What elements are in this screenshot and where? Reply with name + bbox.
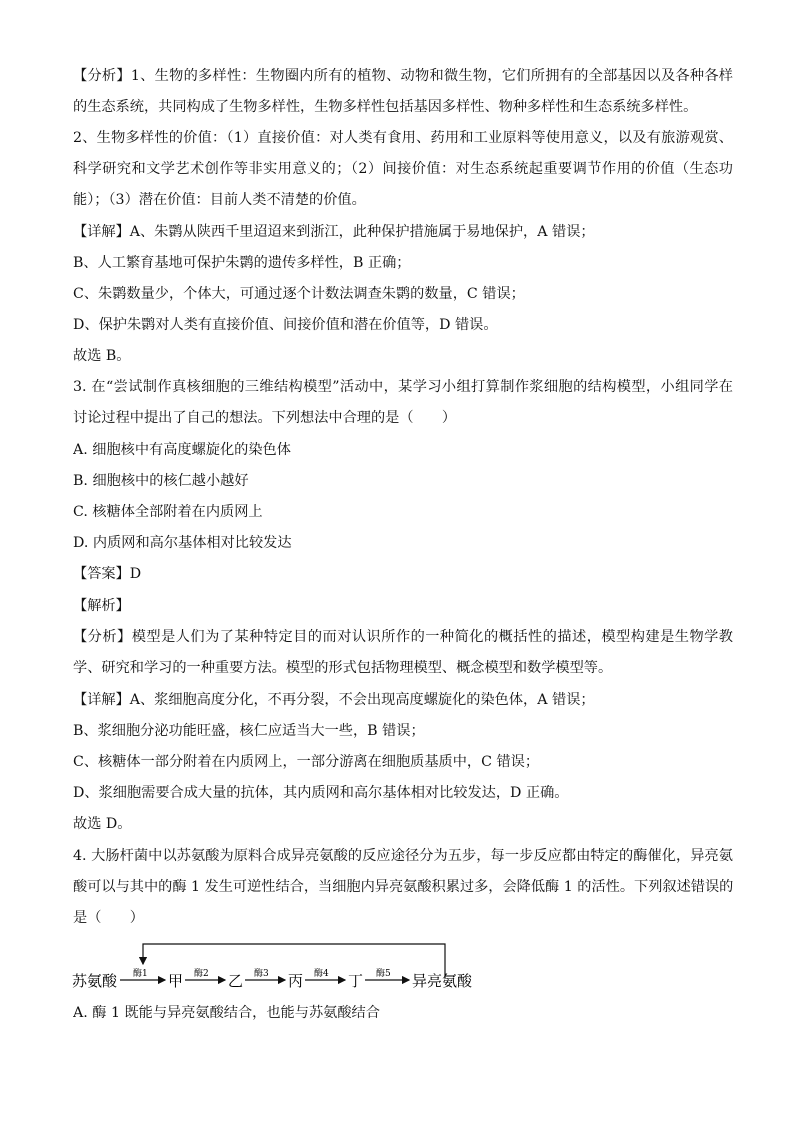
pathway-node: 丁 [348, 972, 364, 990]
pathway-svg [72, 938, 492, 998]
pathway-diagram [72, 938, 492, 998]
enzyme-label: 酶3 [254, 969, 269, 979]
text-line: D. 内质网和高尔基体相对比较发达 [73, 535, 292, 551]
text-line: 故选 B。 [73, 348, 131, 364]
text-line: C、朱鹮数量少，个体大，可通过逐个计数法调查朱鹮的数量，C 错误； [73, 286, 525, 302]
text-line: 故选 D。 [73, 816, 132, 832]
text-line: 【解析】 [73, 598, 130, 614]
text-line: 4. 大肠杆菌中以苏氨酸为原料合成异亮氨酸的反应途径分为五步，每一步反应都由特定的酶催化，异亮氨 [73, 848, 733, 864]
text-line: 3. 在“尝试制作真核细胞的三维结构模型”活动中，某学习小组打算制作浆细胞的结构模型，小组同学在 [73, 379, 733, 395]
text-line: B. 细胞核中的核仁越小越好 [73, 473, 249, 489]
pathway-node: 异亮氨酸 [412, 972, 473, 990]
enzyme-label: 酶4 [314, 969, 329, 979]
text-line: 能）；（3）潜在价值：目前人类不清楚的价值。 [73, 192, 366, 208]
text-line: C、核糖体一部分附着在内质网上，一部分游离在细胞质基质中，C 错误； [73, 754, 540, 770]
enzyme-label: 酶2 [194, 969, 209, 979]
text-line: B、浆细胞分泌功能旺盛，核仁应适当大一些，B 错误； [73, 723, 425, 739]
enzyme-label: 酶1 [133, 969, 148, 979]
pathway-node: 苏氨酸 [72, 972, 118, 990]
text-line: 酸可以与其中的酶 1 发生可逆性结合，当细胞内异亮氨酸积累过多，会降低酶 1 的活性。下列叙述错误的 [73, 879, 733, 895]
text-line: D、浆细胞需要合成大量的抗体，其内质网和高尔基体相对比较发达，D 正确。 [73, 785, 569, 801]
text-line: B、人工繁育基地可保护朱鹮的遗传多样性，B 正确； [73, 255, 411, 271]
text-line: A. 细胞核中有高度螺旋化的染色体 [73, 442, 291, 458]
text-line: 的生态系统，共同构成了生物多样性，生物多样性包括基因多样性、物种多样性和生态系统多样性。 [73, 99, 698, 115]
text-line: 科学研究和文学艺术创作等非实用意义的；（2）间接价值：对生态系统起重要调节作用的价值（生态功 [73, 161, 733, 177]
text-line: 讨论过程中提出了自己的想法。下列想法中合理的是（ ） [73, 410, 457, 426]
text-line: 学、研究和学习的一种重要方法。模型的形式包括物理模型、概念模型和数学模型等。 [73, 660, 613, 676]
text-line: 2、生物多样性的价值：（1）直接价值：对人类有食用、药用和工业原料等使用意义，以及有旅游观赏、 [73, 130, 733, 146]
pathway-node: 丙 [288, 972, 304, 990]
text-line: 【详解】A、朱鹮从陕西千里迢迢来到浙江，此种保护措施属于易地保护，A 错误； [73, 224, 595, 240]
text-line: D、保护朱鹮对人类有直接价值、间接价值和潜在价值等，D 错误。 [73, 317, 498, 333]
enzyme-label: 酶5 [376, 969, 391, 979]
pathway-node: 甲 [168, 972, 184, 990]
pathway-node: 乙 [228, 972, 244, 990]
text-line: 【分析】模型是人们为了某种特定目的而对认识所作的一种简化的概括性的描述，模型构建是生物学教 [73, 629, 733, 645]
text-line: 是（ ） [73, 910, 144, 926]
text-line: 【分析】1、生物的多样性：生物圈内所有的植物、动物和微生物，它们所拥有的全部基因以及各种各样 [73, 68, 733, 84]
option-a: A. 酶 1 既能与异亮氨酸结合，也能与苏氨酸结合 [73, 1005, 380, 1021]
text-line: C. 核糖体全部附着在内质网上 [73, 504, 263, 520]
text-line: 【答案】D [73, 566, 142, 582]
text-line: 【详解】A、浆细胞高度分化，不再分裂，不会出现高度螺旋化的染色体，A 错误； [73, 692, 595, 708]
